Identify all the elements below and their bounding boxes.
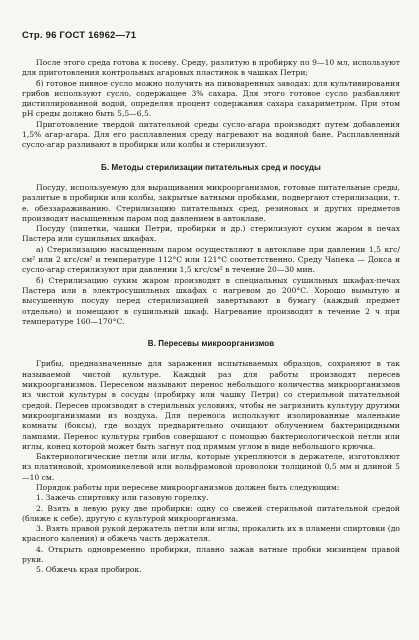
paragraph: Порядок работы при пересеве микроорганизмов должен быть следующим: bbox=[36, 482, 340, 492]
paragraph: б) готовое пивное сусло можно получить на пивоваренных заводах: для культивирования грибов используют сусло, содержащее 3% сахара. Для этого готовое сусло разбавляют дистиллированной водой, определяя процент содержания сахара сахариметром. При этом pH среды должно быть 5,5—6,5. bbox=[22, 78, 400, 119]
section-b-heading: Б. Методы стерилизации питательных сред и посуды bbox=[101, 162, 321, 172]
document-body bbox=[22, 58, 400, 576]
list-item: 5. Обжечь края пробирок. bbox=[36, 565, 142, 575]
section-c-heading: В. Пересевы микроорганизмов bbox=[147, 339, 275, 349]
paragraph: Грибы, предназначенные для заражения испытываемых образцов, сохраняют в так называемой чистой культуре. Каждый раз для работы производят пересев микроорганизмов. Пересевом называют перенос небольшого количества микроорганизмов из чистой культуры в сосуды (пробирку или чашку Петри) со стерильной питательной средой. Пересев производят в стерильных условиях, чтобы не загрязнить культуру другими микроорганизмами из воздуха. Для переноса используют изолированные маленькие комнаты (боксы), где воздух предварительно очищают облучением бактерицидными лампами. Перенос культуры грибов совершают с помощью бактериологической петли или иглы, конец которой может быть загнут под прямым углом в виде небольшого крючка. bbox=[22, 359, 400, 451]
paragraph: Бактериологические петли или иглы, которые укрепляются в держателе, изготовляют из платиновой, хромоникелевой или вольфрамовой проволоки толщиной 0,5 мм и длиной 5—10 см. bbox=[22, 452, 400, 482]
section-b-block bbox=[22, 183, 400, 327]
section-c-block bbox=[22, 359, 400, 575]
paragraph: а) Стерилизацию насыщенным паром осуществляют в автоклаве при давлении 1,5 кгс/см² или 2 кгс/см² и температуре 112°С или 121°С соответственно. Среду Чапека — Докса и сусло-агар стерилизуют при давлении 1,5 кгс/см² в течение 20—30 мин. bbox=[22, 244, 400, 275]
list-item: 4. Открыть одновременно пробирки, плавно зажав ватные пробки мизинцем правой руки. bbox=[22, 544, 400, 565]
paragraph: После этого среда готова к посеву. Среду, разлитую в пробирку по 9—10 мл, используют для приготовления контрольных агаровых пластинок в чашках Петри; bbox=[22, 58, 400, 78]
list-item: 1. Зажечь спиртовку или газовую горелку. bbox=[36, 493, 209, 503]
paragraph: Посуду (пипетки, чашки Петри, пробирки и др.) стерилизуют сухим жаром в печах Пастера или сушильных шкафах. bbox=[22, 224, 400, 244]
page-header: Стр. 96 ГОСТ 16962—71 bbox=[22, 30, 137, 41]
paragraph: б) Стерилизацию сухим жаром производят в специальных сушильных шкафах-печах Пастера или в электросушильных шкафах с нагревом до 200°С. Хорошо вымытую и высушенную посуду перед стерилизацией завертывают в бумагу (каждый предмет отдельно) и помещают в сушильный шкаф. Нагревание производят в течение 2 ч при температуре 160—170°С. bbox=[22, 275, 400, 326]
intro-block bbox=[22, 58, 400, 151]
paragraph: Посуду, используемую для выращивания микроорганизмов, готовые питательные среды, разлитые в пробирки или колбы, закрытые ватными пробками, подвергают стерилизации, т. е. обеззараживанию. Стерилизацию питательных сред, резиновых и других предметов производят насыщенным паром под давлением в автоклаве. bbox=[22, 182, 400, 223]
list-item: 3. Взять правой рукой держатель петли или иглы, прокалить их в пламени спиртовки (до красного каления) и обжечь часть держателя. bbox=[22, 524, 400, 544]
list-item: 2. Взять в левую руку две пробирки: одну со свежей стерильной питательной средой (ближе к себе), другую с культурой микроорганизма. bbox=[22, 503, 400, 523]
paragraph: Приготовление твердой питательной среды сусло-агара производят путем добавления 1,5% агар-агара. Для его расплавления среду нагревают на водяной бане. Расплавленный сусло-агар разливают в пробирки или колбы и стерилизуют. bbox=[22, 119, 400, 150]
